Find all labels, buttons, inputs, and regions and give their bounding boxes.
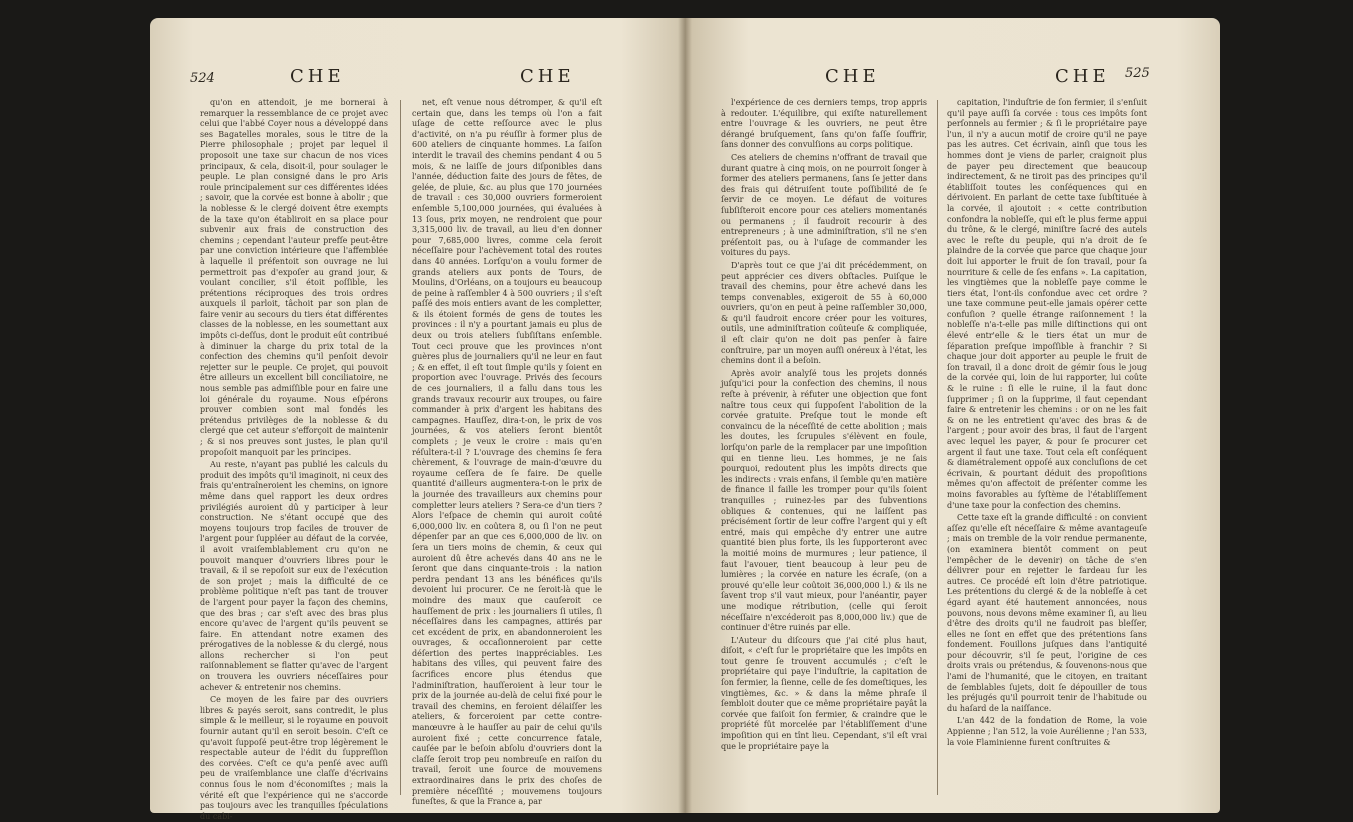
paragraph: L'Auteur du diſcours que j'ai cité plus haut, diſoit, « c'eſt ſur le propriétaire que les impôts en tout genre ſe trouvent accumulés ; c'eſt le propriétaire qui paye l'induſtrie, la capitation de ſon fermier, la ſienne, celle de ſes domeſtiques, les vingtièmes, &c. » & dans la même phraſe il ſembloit douter que ce même propriétaire payât la corvée que faiſoit ſon fermier, & craindre que le propriété fût morcelée par l'établiſſement d'une impoſition qui en tînt lieu. Cependant, s'il eſt vrai que le propriétaire paye la (721, 635, 927, 751)
right-headword-2: CHE (1055, 66, 1110, 87)
left-page (150, 18, 685, 821)
paragraph: L'an 442 de la fondation de Rome, la voie Appienne ; l'an 512, la voie Aurélienne ; l'an 533, la voie Flaminienne furent conſtruites & (947, 716, 1147, 747)
book-gutter (678, 18, 692, 813)
open-book (150, 18, 1220, 821)
right-page-column-2 (947, 98, 1147, 798)
right-page-column-1 (721, 98, 927, 798)
paragraph: Au reste, n'ayant pas publié les calculs du produit des impôts qu'il imaginoit, ni ceux des frais qu'entraîneroient les chemins, on ignore même dans quel rapport les deux ordres privilégiés auroient dû y participer à leur construction. Ne s'étant occupé que des moyens toujours trop faciles de trouver de l'argent pour ſuppléer au défaut de la corvée, il avoit vraiſemblablement cru qu'on ne pouvoit manquer d'ouvriers libres pour le travail, & il se repoſoit sur eux de l'exécution de son projet ; mais la difficulté de ce problème politique n'eſt pas tant de trouver de l'argent pour payer la façon des chemins, que des bras ; car s'eſt avec des bras plus encore qu'avec de l'argent qu'ils peuvent se faire. En attendant notre examen des prérogatives de la noblesse & du clergé, nous allons rechercher si l'on peut raiſonnablement se flatter qu'avec de l'argent on trouvera les ouvriers néceſſaires pour achever & entretenir nos chemins. (200, 460, 388, 692)
paragraph: D'après tout ce que j'ai dit précédemment, on peut apprécier ces divers obſtacles. Puiſque le travail des chemins, pour être achevé dans les temps convenables, exigeroit de 55 à 60,000 ouvriers, qu'on en peut à peine raſſembler 30,000, & qu'il faudroit encore créer pour les voitures, outils, une adminiſtration coûteuſe & compliquée, il eſt clair qu'on ne doit pas penſer à faire conſtruire, par un moyen auſſi onéreux à l'état, les chemins dont il a beſoin. (721, 260, 927, 366)
paragraph: qu'on en attendoit, je me bornerai à remarquer la ressemblance de ce projet avec celui que l'abbé Coyer nous a développé dans ses Bagatelles morales, sous le titre de la Pierre philosophale ; projet par lequel il proposoit une taxe sur chacun de nos vices principaux, & cela, disoit-il, pour soulager le peuple. Le plan consigné dans le pro Aris roule principalement sur ces différentes idées ; savoir, que la corvée est bonne à abolir ; que la noblesse & le clergé doivent être exempts de la taxe qu'on établiroit en sa place pour subvenir aux frais de construction des chemins ; cependant l'auteur prefſe peut-être par une conviction intérieure que l'affemblée à laquelle il préfentoit son ouvrage ne lui permettroit pas d'expoſer au grand jour, & voulant concilier, s'il étoit poſſible, les prétentions réciproques des trois ordres auxquels il parloit, tâchoit par son plan de faire venir au secours du tiers état différentes classes de la noblesse, en les soumettant aux impôts ci-deſſus, dont le produit eût contribué à diminuer la charge du prix total de la confection des chemins qu'il penſoit devoir rejetter sur le peuple. Ce projet, qui pouvoit être ailleurs un excellent bill conciliatoire, ne nous semble pas admiſſible pour en faire une loi générale du royaume. Nous eſpérons prouver combien sont mal fondés les prétendus privilèges de la noblesse & du clergé que cet auteur s'efforçoit de maintenir ; & si nos preuves sont justes, le plan qu'il propoſoit manquoit par les principes. (200, 98, 388, 457)
left-headword-2: CHE (520, 66, 575, 87)
paragraph: Ces ateliers de chemins n'offrant de travail que durant quatre à cinq mois, on ne pourroit ſonger à former des ateliers permanens, ſans ſe jetter dans des frais qui détruiſent toute poſſibilité de ſe ſervir de ce moyen. Le défaut de voitures ſubſiſteroit encore pour ces ateliers momentanés ou permanens ; il faudroit recourir à des entrepreneurs ; à une adminiſtration, s'il ne s'en préſentoit pas, ou à l'uſage de commander les voitures du pays. (721, 152, 927, 258)
paragraph: Après avoir analyſé tous les projets donnés juſqu'ici pour la confection des chemins, il nous reſte à prévenir, à réfuter une objection que font naître tous ceux qui ſuppoſent l'abolition de la corvée gratuite. Preſque tout le monde eſt convaincu de la néceſſité de cette abolition ; mais les doutes, les ſcrupules s'élèvent en foule, lorſqu'on parle de la remplacer par une impoſition qui en tienne lieu. Les hommes, je ne ſais pourquoi, redoutent plus les impôts directs que les indirects : vrais enfans, il ſemble qu'en matière de finance il faille les tromper pour qu'ils ſoient tranquilles ; ruinez-les par des ſubventions obliques & contenues, qui ne laiſſent pas précisément ſortir de leur coffre l'argent qui y eſt entré, mais qui empêche d'y entrer une autre quantité bien plus forte, ils les ſupporteront avec la moitié moins de murmures ; leur patience, il faut l'avouer, tient beaucoup à leur peu de lumières ; la corvée en nature les écraſe, (on a prouvé qu'elle leur coûtoit 36,000,000 l.) & ils ne ſavent trop s'il vaut mieux, pour l'anéantir, payer une modique rétribution, (celle qui ſeroit néceſſaire n'excéderoit pas 8,000,000 liv.) que de continuer d'être ruinés par elle. (721, 368, 927, 633)
left-page-column-1 (200, 98, 388, 821)
paragraph: net, eſt venue nous détromper, & qu'il eſt certain que, dans les temps où l'on a fait uſage de cette reſſource avec le plus d'activité, on n'a pu réuſſir à former plus de 600 ateliers de cinquante hommes. La ſaiſon interdit le travail des chemins pendant 4 ou 5 mois, & ne laiſſe de jours diſponibles dans l'année, déduction faite des jours de fêtes, de gelée, de pluie, &c. au plus que 170 journées de travail : ces 30,000 ouvriers formeroient enſemble 5,100,000 journées, qui évaluées à 13 ſous, prix moyen, ne rendroient que pour 3,315,000 liv. de travail, au lieu d'en donner pour 7,685,000 livres, comme cela ſeroit néceſſaire pour l'achèvement total des routes dans 40 années. Lorſqu'on a voulu former de grands ateliers aux ponts de Tours, de Moulins, d'Orléans, on a toujours eu beaucoup de peine à raſſembler 4 à 500 ouvriers ; il s'eſt paſſé des mois entiers avant de les completter, & ils étoient formés de gens de toutes les provinces : il n'y a pourtant jamais eu plus de deux ou trois ateliers ſubſiſtans enſemble. Tout ceci prouve que les provinces n'ont guères plus de journaliers qu'il ne leur en faut ; & en effet, il eſt tout ſimple qu'ils y ſoient en proportion avec l'ouvrage. Privés des ſecours de ces journaliers, il a fallu dans tous les grands travaux recourir aux troupes, ou faire commander à prix d'argent les habitans des campagnes. Hauſſez, dira-t-on, le prix de vos journées, & vos ateliers ſeront bientôt complets ; je veux le croire : mais qu'en réſultera-t-il ? L'ouvrage des chemins ſe fera chèrement, & l'ouvrage de main-d'œuvre du royaume ceſſera de ſe faire. De quelle quantité d'ailleurs augmentera-t-on le prix de la journée des travailleurs aux chemins pour completter leurs ateliers ? Sera-ce d'un tiers ? Alors l'eſpace de chemin qui auroit coûté 6,000,000 liv. en coûtera 8, ou ſi l'on ne peut dépenſer par an que ces 6,000,000 de liv. on ſera un tiers moins de chemin, & ceux qui auroient dû être achevés dans 40 ans ne le ſeront que dans cinquante-trois : la nation perdra pendant 13 ans les bénéfices qu'ils devoient lui procurer. Ce ne ſeroit-là que le moindre des maux que cauſeroit ce hauſſement de prix : les journaliers ſi utiles, ſi néceſſaires dans les campagnes, attirés par cet excédent de prix, en abandonneroient les ouvrages, & occaſionneroient par cette déſertion des pertes inappréciables. Les habitans des villes, qui peuvent faire des ſacrifices encore plus étendus que l'adminiſtration, hauſſeroient à leur tour le prix de la journée au-delà de celui fixé pour le travail des chemins, en feroient délaiſſer les ateliers, & forceroient par cette contre-manœuvre à le hauſſer au pair de celui qu'ils auroient fixé ; cette concurrence fatale, cauſée par le beſoin abſolu d'ouvriers dont la claſſe ſeroit trop peu nombreuſe en raiſon du travail, ſeroit une ſource de mouvemens extraordinaires dans le prix des choſes de première néceſſité ; mouvemens toujours funeſtes, & que la France a, par (412, 98, 602, 807)
right-page-number: 525 (1125, 66, 1150, 81)
right-headword-1: CHE (825, 66, 880, 87)
left-headword-1: CHE (290, 66, 345, 87)
paragraph: Ce moyen de les faire par des ouvriers libres & payés seroit, sans contredit, le plus simple & le meilleur, si le royaume en pouvoit fournir autant qu'il en seroit besoin. C'eſt ce qu'avoit ſuppoſé peut-être trop légèrement le respectable auteur de l'édit du ſuppreſſion des corvées. C'eſt ce qu'a penſé avec auſſi peu de vraiſemblance une claſſe d'écrivains connus ſous le nom d'économiſtes ; mais la vérité eſt que l'expérience qui ne s'accorde pas toujours avec les tranquilles ſpéculations du cabi- (200, 695, 388, 821)
paragraph: capitation, l'induſtrie de ſon fermier, il s'enſuit qu'il paye auſſi ſa corvée : tous ces impôts ſont perſonnels au fermier ; & ſi le propriétaire paye l'un, il n'y a aucun motif de croire qu'il ne paye pas les autres. Cet écrivain, ainſi que tous les hommes dont je viens de parler, craignoit plus de payer peu directement que beaucoup indirectement, & ne tiroit pas des principes qu'il établiſſoit toutes les conſéquences qui en dérivoient. En parlant de cette taxe ſubſtituée à la corvée, il ajoutoit : « cette contribution confondra la nobleſſe, qui eſt le plus ferme appui du trône, & le clergé, miniſtre ſacré des autels avec le reſte du peuple, qui n'a droit de ſe plaindre de la corvée que parce que chaque jour doit lui apporter le fruit de ſon travail, pour ſa nourriture & celle de ſes enfans ». La capitation, les vingtièmes que la nobleſſe paye comme le tiers état, l'ont-ils confondue avec cet ordre ? une taxe commune peut-elle jamais opérer cette confuſion ? quelle étrange raiſonnement ! la nobleſſe n'a-t-elle pas mille diſtinctions qui ont élevé entr'elle & le tiers état un mur de ſéparation preſque impoſſible à franchir ? Si chaque jour doit apporter au peuple le fruit de ſon travail, il a donc droit de gémir ſous le joug de la corvée qui, loin de lui rapporter, lui coûte & le ruine : ſi elle le ruine, il la faut donc ſupprimer ; ſi on la ſupprime, il faut cependant faire & entretenir les chemins : or on ne les fait & on ne les entretient qu'avec des bras & de l'argent ; pour avoir des bras, il faut de l'argent avec lequel les payer, & pour ſe procurer cet argent il faut une taxe. Tout cela eſt conſéquent & diamétralement oppoſé aux concluſions de cet écrivain, & pourtant déduit des propoſitions mêmes qu'on affectoit de préſenter comme les moins favorables au ſyſtème de l'établiſſement d'une taxe pour la confection des chemins. (947, 98, 1147, 510)
left-page-number: 524 (190, 71, 215, 86)
right-page-header (725, 66, 1185, 92)
column-rule (937, 100, 938, 795)
column-rule (400, 100, 401, 795)
left-page-header (190, 66, 650, 92)
paragraph: l'expérience de ces derniers temps, trop appris à redouter. L'équilibre, qui exiſte naturellement entre l'ouvrage & les ouvriers, ne peut être dérangé bruſquement, ſans qu'on faſſe ſouffrir, ſans donner des convulſions au corps politique. (721, 98, 927, 150)
paragraph: Cette taxe eſt la grande difficulté : on convient aſſez qu'elle eſt néceſſaire & même avantageuſe ; mais on tremble de la voir rendue permanente, (on examinera bientôt comment on peut l'empêcher de le devenir) on tâche de s'en délivrer pour en rejetter le fardeau ſur les autres. Ce procédé eſt loin d'être patriotique. Les prétentions du clergé & de la nobleſſe à cet égard ayant été hautement annoncées, nous pouvons, nous devons même examiner ſi, au lieu d'être des droits qu'il ne faudroit pas bleſſer, elles ne ſont en effet que des prétentions ſans fondement. Fouillons juſques dans l'antiquité pour découvrir, s'il ſe peut, l'origine de ces droits vrais ou prétendus, & ſouvenons-nous que l'ami de l'humanité, que le citoyen, en traitant de ſemblables ſujets, doit ſe dépouiller de tous les préjugés qu'il pourroit tenir de l'habitude ou du haſard de la naiſſance. (947, 513, 1147, 713)
left-page-column-2 (412, 98, 602, 807)
right-page (685, 18, 1220, 813)
